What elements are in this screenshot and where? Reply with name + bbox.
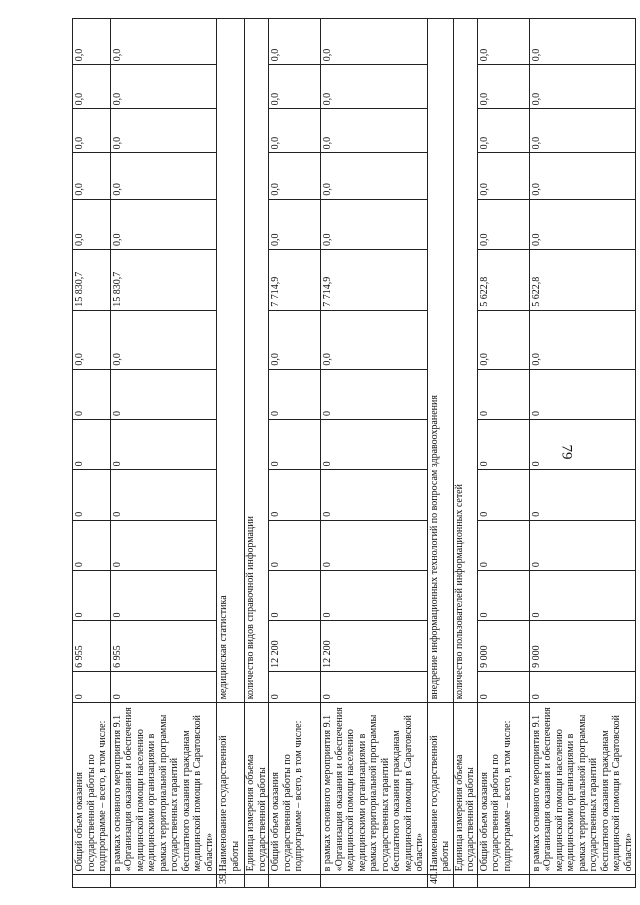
value-cell: 0 — [529, 470, 636, 520]
value-cell: 12 200 — [321, 621, 428, 671]
value-cell: 0 — [73, 671, 111, 702]
value-cell: 0,0 — [477, 19, 529, 65]
value-cell: 0,0 — [269, 153, 321, 199]
value-cell: 0,0 — [73, 199, 111, 249]
value-cell: 0 — [529, 671, 636, 702]
value-cell: 0,0 — [321, 65, 428, 109]
row-label-cell: в рамках основного мероприятия 9.1 «Организация оказания и обеспечения медицинской помощи населению медицинскими организациями в рамках территориальной программы государственных гарантий бесплатного оказания гражданам медицинской помощи в Саратовской области» — [321, 703, 428, 875]
value-cell: 0 — [110, 671, 217, 702]
value-cell: 0 — [73, 470, 111, 520]
value-cell: 0,0 — [321, 199, 428, 249]
value-cell: 9 000 — [529, 621, 636, 671]
value-cell: 0,0 — [529, 19, 636, 65]
value-cell: 0,0 — [73, 109, 111, 153]
value-cell: 0,0 — [529, 310, 636, 369]
table-row — [110, 19, 217, 888]
table-row — [269, 19, 321, 888]
value-cell: 0 — [477, 671, 529, 702]
value-cell: 7 714,9 — [269, 249, 321, 310]
value-cell: 0 — [321, 369, 428, 419]
row-number-cell — [73, 875, 111, 888]
value-cell: 0 — [321, 671, 428, 702]
value-cell: 0,0 — [110, 19, 217, 65]
value-cell: 0 — [477, 419, 529, 469]
table-row — [529, 19, 636, 888]
row-number-cell — [269, 875, 321, 888]
value-cell: 0,0 — [529, 65, 636, 109]
value-cell: 0 — [269, 419, 321, 469]
value-cell: 0,0 — [269, 310, 321, 369]
value-cell: 0 — [477, 571, 529, 621]
value-cell: 0,0 — [477, 65, 529, 109]
value-cell: 0 — [477, 520, 529, 570]
value-cell: 0,0 — [321, 19, 428, 65]
row-label-cell: Общий объем оказания государственной работы по подпрограмме – всего, в том числе: — [73, 703, 111, 875]
value-cell: 0 — [110, 369, 217, 419]
section-value-cell: медицинская статистика — [217, 19, 245, 703]
value-cell: 0,0 — [269, 19, 321, 65]
table-row-heading — [453, 19, 477, 888]
row-number-cell — [529, 875, 636, 888]
value-cell: 0,0 — [529, 199, 636, 249]
value-cell: 0 — [110, 520, 217, 570]
value-cell: 9 000 — [477, 621, 529, 671]
row-number-cell — [453, 875, 477, 888]
value-cell: 0,0 — [477, 109, 529, 153]
section-value-cell: количество видов справочной информации — [245, 19, 269, 703]
value-cell: 0 — [477, 470, 529, 520]
row-number-cell — [245, 875, 269, 888]
value-cell: 0,0 — [110, 109, 217, 153]
value-cell: 0,0 — [477, 310, 529, 369]
row-number-cell — [110, 875, 217, 888]
section-value-cell: количество пользователей информационных сетей — [453, 19, 477, 703]
value-cell: 0 — [73, 571, 111, 621]
value-cell: 6 955 — [110, 621, 217, 671]
table-row-heading — [427, 19, 453, 888]
value-cell: 0 — [269, 671, 321, 702]
value-cell: 0,0 — [73, 153, 111, 199]
value-cell: 0 — [269, 369, 321, 419]
value-cell: 0 — [321, 419, 428, 469]
row-label-cell: Общий объем оказания государственной работы по подпрограмме – всего, в том числе: — [477, 703, 529, 875]
value-cell: 0 — [73, 369, 111, 419]
value-cell: 0,0 — [73, 310, 111, 369]
row-number-cell — [321, 875, 428, 888]
value-cell: 0,0 — [529, 109, 636, 153]
table-row-heading — [245, 19, 269, 888]
value-cell: 0,0 — [529, 153, 636, 199]
value-cell: 0,0 — [321, 109, 428, 153]
table-row — [321, 19, 428, 888]
table-row-heading — [217, 19, 245, 888]
value-cell: 0 — [477, 369, 529, 419]
value-cell: 0,0 — [321, 153, 428, 199]
value-cell: 0 — [529, 571, 636, 621]
row-label-cell: в рамках основного мероприятия 9.1 «Организация оказания и обеспечения медицинской помощи населению медицинскими организациями в рамках территориальной программы государственных гарантий бесплатного оказания гражданам медицинской помощи в Саратовской области» — [110, 703, 217, 875]
value-cell: 12 200 — [269, 621, 321, 671]
value-cell: 5 622,8 — [529, 249, 636, 310]
budget-table — [72, 18, 636, 888]
row-label-cell: Единица измерения объема государственной работы — [245, 703, 269, 875]
row-label-cell: Наименование государственной работы — [427, 703, 453, 875]
value-cell: 0 — [269, 571, 321, 621]
value-cell: 0,0 — [73, 19, 111, 65]
value-cell: 15 830,7 — [73, 249, 111, 310]
row-label-cell: Единица измерения объема государственной работы — [453, 703, 477, 875]
row-label-cell: Общий объем оказания государственной работы по подпрограмме – всего, в том числе: — [269, 703, 321, 875]
value-cell: 5 622,8 — [477, 249, 529, 310]
value-cell: 0,0 — [110, 310, 217, 369]
value-cell: 0 — [269, 470, 321, 520]
value-cell: 7 714,9 — [321, 249, 428, 310]
value-cell: 0 — [321, 571, 428, 621]
row-label-cell: Наименование государственной работы — [217, 703, 245, 875]
value-cell: 0 — [529, 369, 636, 419]
table-row — [477, 19, 529, 888]
value-cell: 0 — [73, 419, 111, 469]
value-cell: 15 830,7 — [110, 249, 217, 310]
value-cell: 0 — [110, 571, 217, 621]
value-cell: 0,0 — [269, 199, 321, 249]
value-cell: 6 955 — [73, 621, 111, 671]
value-cell: 0 — [529, 419, 636, 469]
value-cell: 0 — [269, 520, 321, 570]
value-cell: 0,0 — [110, 199, 217, 249]
value-cell: 0 — [110, 419, 217, 469]
value-cell: 0 — [110, 470, 217, 520]
value-cell: 0,0 — [269, 109, 321, 153]
value-cell: 0 — [73, 520, 111, 570]
value-cell: 0,0 — [73, 65, 111, 109]
page-number: 79 — [558, 444, 575, 460]
row-number-cell: 39. — [217, 875, 245, 888]
section-value-cell: внедрение информационных технологий по вопросам здравоохранения — [427, 19, 453, 703]
value-cell: 0,0 — [477, 199, 529, 249]
value-cell: 0 — [529, 520, 636, 570]
value-cell: 0 — [321, 520, 428, 570]
value-cell: 0,0 — [477, 153, 529, 199]
value-cell: 0,0 — [321, 310, 428, 369]
table-row — [73, 19, 111, 888]
row-number-cell — [477, 875, 529, 888]
value-cell: 0,0 — [110, 65, 217, 109]
value-cell: 0,0 — [269, 65, 321, 109]
row-label-cell: в рамках основного мероприятия 9.1 «Организация оказания и обеспечения медицинской помощи населению медицинскими организациями в рамках территориальной программы государственных гарантий бесплатного оказания гражданам медицинской помощи в Саратовской области» — [529, 703, 636, 875]
row-number-cell: 40. — [427, 875, 453, 888]
value-cell: 0 — [321, 470, 428, 520]
value-cell: 0,0 — [110, 153, 217, 199]
